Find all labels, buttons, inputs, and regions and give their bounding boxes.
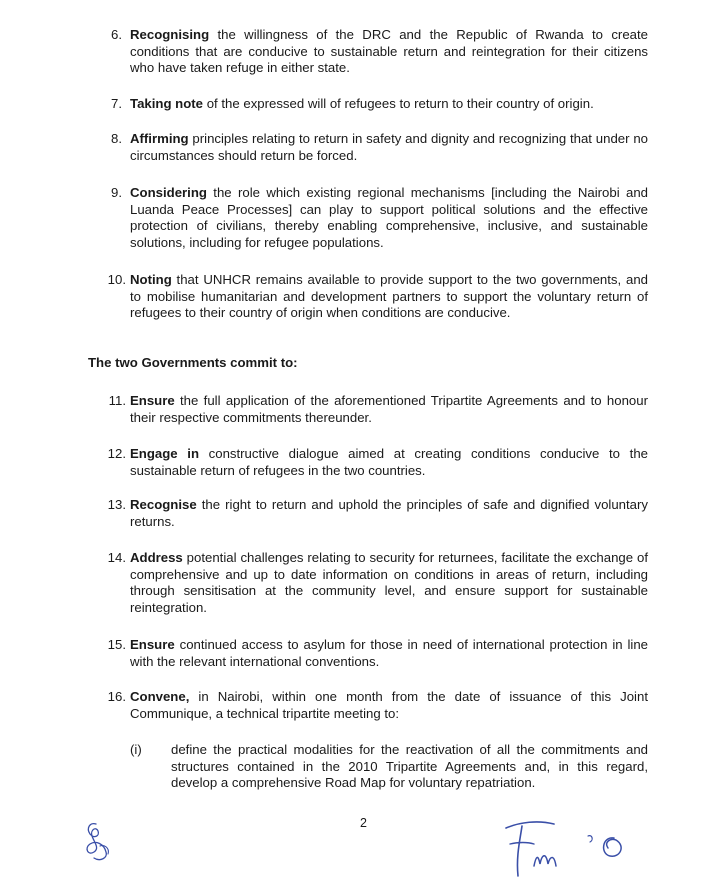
item-keyword: Ensure: [130, 637, 175, 652]
item-text: the right to return and uphold the principles of safe and dignified voluntary returns.: [130, 497, 648, 529]
item-text: continued access to asylum for those in need of international protection in line with the relevant international conventions.: [130, 637, 648, 669]
item-keyword: Address: [130, 550, 183, 565]
item-paragraph: [130, 27, 648, 77]
item-paragraph: [130, 131, 648, 164]
item-keyword: Recognising: [130, 27, 210, 42]
item-keyword: Ensure: [130, 393, 175, 408]
page-number: 2: [360, 816, 367, 830]
item-number: 8.: [111, 131, 122, 146]
item-text: the willingness of the DRC and the Republic of Rwanda to create conditions that are conducive to sustainable return and reintegration for their citizens who have taken refuge in either state.: [130, 27, 648, 76]
item-paragraph: [130, 272, 648, 322]
section-heading: The two Governments commit to:: [88, 355, 298, 370]
subitem-number: (i): [130, 742, 142, 757]
item-paragraph: [130, 96, 648, 113]
item-paragraph: [130, 497, 648, 530]
item-text: the role which existing regional mechanisms [including the Nairobi and Luanda Peace Processes] can play to support political solutions and the effective protection of civilians, thereby enabling comprehensive, inclusive, and sustainable solutions, including for refugee populations.: [130, 185, 648, 250]
item-paragraph: [130, 393, 648, 426]
item-number: 9.: [111, 185, 122, 200]
subitem-paragraph: define the practical modalities for the reactivation of all the commitments and structures contained in the 2010 Tripartite Agreements and, in this regard, develop a comprehensive Road Map for voluntary repatriation.: [171, 742, 648, 791]
item-text: principles relating to return in safety and dignity and recognizing that under no circumstances should return be forced.: [130, 131, 648, 163]
item-number: 11.: [108, 393, 126, 408]
item-number: 14.: [107, 550, 126, 565]
item-keyword: Noting: [130, 272, 172, 287]
item-keyword: Considering: [130, 185, 207, 200]
item-keyword: Recognise: [130, 497, 197, 512]
item-paragraph: [130, 550, 648, 616]
handwritten-initials-left: [80, 818, 120, 864]
item-paragraph: [130, 637, 648, 670]
item-paragraph: [130, 185, 648, 251]
item-number: 12.: [107, 446, 126, 461]
item-number: 6.: [111, 27, 122, 42]
item-text: potential challenges relating to security for returnees, facilitate the exchange of comprehensive and up to date information on conditions in areas of return, including through sensitisation at the community level, and ensure support for sustainable reintegration.: [130, 550, 648, 615]
item-text: the full application of the aforementioned Tripartite Agreements and to honour their respective commitments thereunder.: [130, 393, 648, 425]
item-paragraph: [130, 689, 648, 722]
item-keyword: Convene,: [130, 689, 190, 704]
item-text: in Nairobi, within one month from the date of issuance of this Joint Communique, a technical tripartite meeting to:: [130, 689, 648, 721]
item-keyword: Affirming: [130, 131, 189, 146]
item-paragraph: [130, 446, 648, 479]
item-number: 15.: [107, 637, 126, 652]
item-text: that UNHCR remains available to provide support to the two governments, and to mobilise humanitarian and development partners to support the voluntary return of refugees to their country of origin when conditions are conducive.: [130, 272, 648, 321]
item-number: 16.: [107, 689, 126, 704]
item-keyword: Taking note: [130, 96, 204, 111]
item-text: of the expressed will of refugees to return to their country of origin.: [203, 96, 594, 111]
item-number: 10.: [107, 272, 126, 287]
item-keyword: Engage in: [130, 446, 199, 461]
item-text: constructive dialogue aimed at creating conditions conducive to the sustainable return of refugees in the two countries.: [130, 446, 648, 478]
item-number: 13.: [107, 497, 126, 512]
handwritten-signature-right: [492, 810, 642, 882]
item-number: 7.: [111, 96, 122, 111]
